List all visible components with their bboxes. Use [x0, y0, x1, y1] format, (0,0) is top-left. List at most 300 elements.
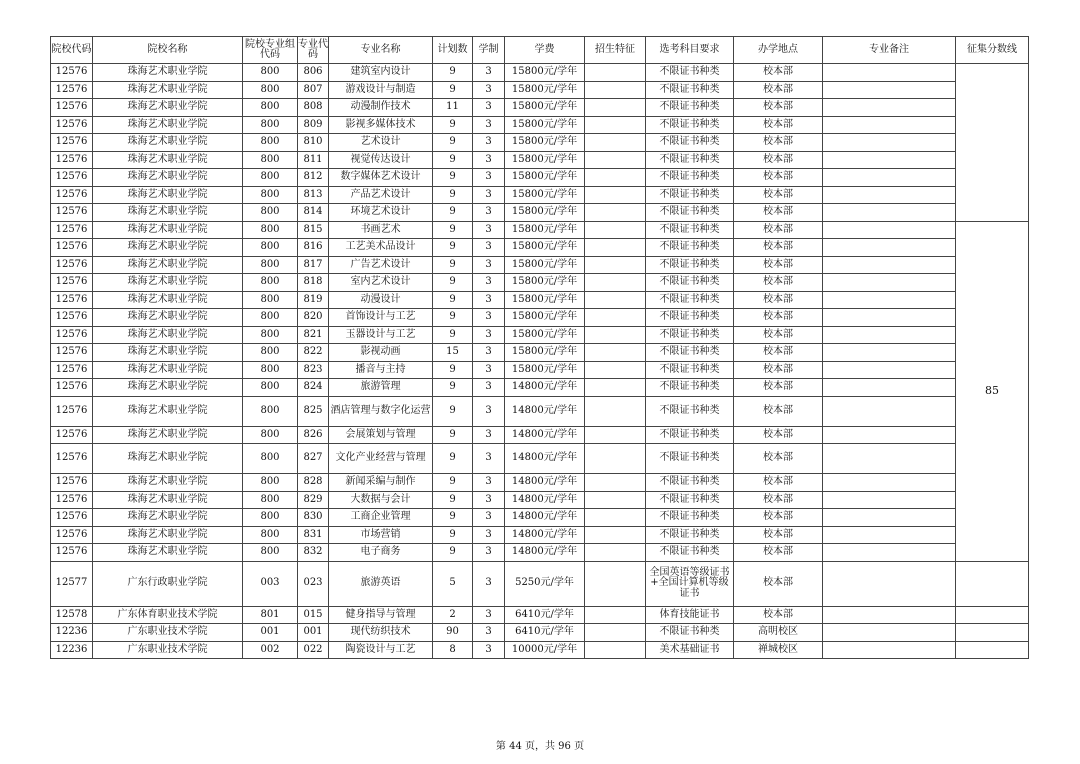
cell-note	[823, 344, 956, 362]
cell-fee: 15800元/学年	[505, 64, 585, 82]
cell-major-code: 827	[298, 444, 329, 474]
cell-plan: 9	[433, 151, 473, 169]
cell-years: 3	[473, 169, 505, 187]
cell-fee: 15800元/学年	[505, 116, 585, 134]
cell-note	[823, 274, 956, 292]
cell-school: 珠海艺术职业学院	[93, 239, 243, 257]
header-cell: 专业名称	[329, 37, 433, 64]
header-cell: 院校专业组代码	[243, 37, 298, 64]
cell-major-code: 825	[298, 396, 329, 426]
cell-group: 800	[243, 444, 298, 474]
cell-note	[823, 309, 956, 327]
cell-years: 3	[473, 641, 505, 659]
table-row	[51, 641, 1029, 659]
cell-loc: 校本部	[734, 606, 823, 624]
cell-code: 12576	[51, 99, 93, 117]
cell-feature	[585, 99, 646, 117]
cell-feature	[585, 291, 646, 309]
cell-req: 不限证书种类	[646, 291, 734, 309]
cell-loc: 校本部	[734, 134, 823, 152]
table-row	[51, 491, 1029, 509]
cell-loc: 校本部	[734, 474, 823, 492]
cell-code: 12576	[51, 491, 93, 509]
cell-years: 3	[473, 326, 505, 344]
cell-loc: 校本部	[734, 239, 823, 257]
cell-req: 不限证书种类	[646, 169, 734, 187]
cell-req: 不限证书种类	[646, 444, 734, 474]
cell-major: 视觉传达设计	[329, 151, 433, 169]
cell-feature	[585, 309, 646, 327]
cell-loc: 校本部	[734, 64, 823, 82]
cell-note	[823, 291, 956, 309]
cell-school: 珠海艺术职业学院	[93, 221, 243, 239]
cell-fee: 15800元/学年	[505, 274, 585, 292]
cell-plan: 9	[433, 544, 473, 562]
cell-group: 800	[243, 81, 298, 99]
cell-major: 艺术设计	[329, 134, 433, 152]
cell-code: 12576	[51, 444, 93, 474]
header-cell: 征集分数线	[956, 37, 1029, 64]
cell-major-code: 830	[298, 509, 329, 527]
cell-req: 不限证书种类	[646, 544, 734, 562]
table-row	[51, 151, 1029, 169]
cell-feature	[585, 326, 646, 344]
header-cell: 院校代码	[51, 37, 93, 64]
cell-code: 12236	[51, 641, 93, 659]
table-row	[51, 326, 1029, 344]
cell-school: 珠海艺术职业学院	[93, 204, 243, 222]
cell-fee: 15800元/学年	[505, 291, 585, 309]
cell-years: 3	[473, 99, 505, 117]
cell-years: 3	[473, 291, 505, 309]
cell-feature	[585, 491, 646, 509]
cell-school: 珠海艺术职业学院	[93, 361, 243, 379]
cell-major-code: 824	[298, 379, 329, 397]
cell-code: 12576	[51, 221, 93, 239]
cell-feature	[585, 151, 646, 169]
cell-group: 003	[243, 561, 298, 606]
cell-req: 不限证书种类	[646, 186, 734, 204]
cell-req: 不限证书种类	[646, 239, 734, 257]
score-cell: 85	[956, 221, 1029, 561]
cell-plan: 9	[433, 444, 473, 474]
cell-group: 800	[243, 274, 298, 292]
cell-major: 酒店管理与数字化运营	[329, 396, 433, 426]
cell-years: 3	[473, 116, 505, 134]
cell-major-code: 829	[298, 491, 329, 509]
score-cell-empty	[956, 606, 1029, 624]
cell-school: 珠海艺术职业学院	[93, 134, 243, 152]
cell-code: 12576	[51, 474, 93, 492]
cell-req: 不限证书种类	[646, 151, 734, 169]
cell-fee: 15800元/学年	[505, 239, 585, 257]
cell-school: 珠海艺术职业学院	[93, 81, 243, 99]
cell-years: 3	[473, 396, 505, 426]
cell-req: 不限证书种类	[646, 396, 734, 426]
cell-years: 3	[473, 379, 505, 397]
cell-major: 影视多媒体技术	[329, 116, 433, 134]
cell-major: 工商企业管理	[329, 509, 433, 527]
cell-group: 800	[243, 379, 298, 397]
cell-major: 影视动画	[329, 344, 433, 362]
cell-school: 广东职业技术学院	[93, 641, 243, 659]
cell-group: 800	[243, 256, 298, 274]
cell-note	[823, 491, 956, 509]
cell-loc: 校本部	[734, 151, 823, 169]
cell-fee: 10000元/学年	[505, 641, 585, 659]
cell-feature	[585, 361, 646, 379]
cell-fee: 15800元/学年	[505, 134, 585, 152]
header-cell: 学费	[505, 37, 585, 64]
cell-loc: 禅城校区	[734, 641, 823, 659]
cell-major-code: 817	[298, 256, 329, 274]
cell-feature	[585, 474, 646, 492]
score-cell-empty	[956, 641, 1029, 659]
cell-plan: 9	[433, 526, 473, 544]
cell-req: 不限证书种类	[646, 134, 734, 152]
cell-note	[823, 239, 956, 257]
cell-plan: 9	[433, 491, 473, 509]
cell-major-code: 807	[298, 81, 329, 99]
table-row	[51, 291, 1029, 309]
cell-req: 不限证书种类	[646, 326, 734, 344]
cell-major: 文化产业经营与管理	[329, 444, 433, 474]
cell-loc: 校本部	[734, 426, 823, 444]
cell-years: 3	[473, 474, 505, 492]
cell-code: 12576	[51, 291, 93, 309]
cell-fee: 15800元/学年	[505, 169, 585, 187]
cell-req: 美术基础证书	[646, 641, 734, 659]
cell-loc: 校本部	[734, 491, 823, 509]
cell-loc: 高明校区	[734, 624, 823, 642]
table-row	[51, 526, 1029, 544]
cell-years: 3	[473, 426, 505, 444]
cell-fee: 15800元/学年	[505, 326, 585, 344]
cell-group: 800	[243, 309, 298, 327]
cell-years: 3	[473, 309, 505, 327]
cell-group: 800	[243, 291, 298, 309]
cell-major: 播音与主持	[329, 361, 433, 379]
table-row	[51, 204, 1029, 222]
cell-group: 800	[243, 344, 298, 362]
cell-fee: 14800元/学年	[505, 491, 585, 509]
cell-req: 不限证书种类	[646, 256, 734, 274]
cell-group: 002	[243, 641, 298, 659]
cell-major-code: 022	[298, 641, 329, 659]
cell-code: 12576	[51, 134, 93, 152]
cell-code: 12576	[51, 116, 93, 134]
cell-major: 首饰设计与工艺	[329, 309, 433, 327]
cell-major: 动漫设计	[329, 291, 433, 309]
cell-major: 工艺美术品设计	[329, 239, 433, 257]
cell-code: 12576	[51, 526, 93, 544]
cell-req: 不限证书种类	[646, 221, 734, 239]
page-number: 第 44 页，共 96 页	[495, 741, 585, 752]
cell-note	[823, 64, 956, 82]
cell-years: 3	[473, 526, 505, 544]
cell-loc: 校本部	[734, 544, 823, 562]
cell-note	[823, 361, 956, 379]
cell-note	[823, 624, 956, 642]
cell-note	[823, 444, 956, 474]
cell-note	[823, 99, 956, 117]
cell-plan: 9	[433, 509, 473, 527]
table-row	[51, 309, 1029, 327]
cell-req: 不限证书种类	[646, 426, 734, 444]
table-row	[51, 509, 1029, 527]
table-row	[51, 99, 1029, 117]
cell-plan: 90	[433, 624, 473, 642]
table-row	[51, 274, 1029, 292]
cell-loc: 校本部	[734, 81, 823, 99]
table-row	[51, 81, 1029, 99]
cell-plan: 9	[433, 274, 473, 292]
header-cell: 招生特征	[585, 37, 646, 64]
cell-note	[823, 606, 956, 624]
cell-feature	[585, 134, 646, 152]
cell-loc: 校本部	[734, 444, 823, 474]
cell-school: 珠海艺术职业学院	[93, 64, 243, 82]
cell-group: 800	[243, 544, 298, 562]
cell-school: 珠海艺术职业学院	[93, 291, 243, 309]
cell-feature	[585, 344, 646, 362]
cell-code: 12576	[51, 509, 93, 527]
cell-major: 游戏设计与制造	[329, 81, 433, 99]
cell-plan: 9	[433, 361, 473, 379]
cell-fee: 6410元/学年	[505, 624, 585, 642]
cell-note	[823, 151, 956, 169]
cell-plan: 5	[433, 561, 473, 606]
cell-code: 12576	[51, 544, 93, 562]
table-row	[51, 444, 1029, 474]
cell-school: 珠海艺术职业学院	[93, 326, 243, 344]
cell-school: 珠海艺术职业学院	[93, 526, 243, 544]
cell-req: 不限证书种类	[646, 204, 734, 222]
cell-code: 12576	[51, 186, 93, 204]
cell-plan: 9	[433, 134, 473, 152]
cell-years: 3	[473, 256, 505, 274]
cell-major-code: 822	[298, 344, 329, 362]
cell-code: 12576	[51, 169, 93, 187]
cell-note	[823, 186, 956, 204]
cell-years: 3	[473, 64, 505, 82]
cell-loc: 校本部	[734, 526, 823, 544]
cell-code: 12576	[51, 204, 93, 222]
cell-req: 不限证书种类	[646, 379, 734, 397]
cell-plan: 2	[433, 606, 473, 624]
cell-note	[823, 134, 956, 152]
cell-major-code: 811	[298, 151, 329, 169]
cell-note	[823, 561, 956, 606]
cell-major-code: 015	[298, 606, 329, 624]
cell-group: 800	[243, 326, 298, 344]
cell-fee: 14800元/学年	[505, 444, 585, 474]
cell-feature	[585, 606, 646, 624]
cell-plan: 9	[433, 309, 473, 327]
cell-code: 12576	[51, 64, 93, 82]
cell-group: 800	[243, 186, 298, 204]
cell-major-code: 831	[298, 526, 329, 544]
cell-major: 数字媒体艺术设计	[329, 169, 433, 187]
cell-plan: 9	[433, 64, 473, 82]
cell-major-code: 815	[298, 221, 329, 239]
cell-years: 3	[473, 606, 505, 624]
cell-plan: 9	[433, 81, 473, 99]
cell-fee: 14800元/学年	[505, 544, 585, 562]
cell-major-code: 814	[298, 204, 329, 222]
cell-group: 800	[243, 134, 298, 152]
cell-school: 珠海艺术职业学院	[93, 491, 243, 509]
header-cell: 专业备注	[823, 37, 956, 64]
cell-req: 不限证书种类	[646, 64, 734, 82]
cell-major: 电子商务	[329, 544, 433, 562]
table-row	[51, 426, 1029, 444]
cell-school: 广东职业技术学院	[93, 624, 243, 642]
cell-feature	[585, 561, 646, 606]
cell-major: 健身指导与管理	[329, 606, 433, 624]
score-cell-empty	[956, 64, 1029, 222]
cell-loc: 校本部	[734, 561, 823, 606]
cell-note	[823, 221, 956, 239]
score-cell-empty	[956, 624, 1029, 642]
cell-loc: 校本部	[734, 361, 823, 379]
cell-feature	[585, 426, 646, 444]
cell-years: 3	[473, 151, 505, 169]
cell-code: 12576	[51, 326, 93, 344]
table-row	[51, 64, 1029, 82]
cell-note	[823, 474, 956, 492]
cell-school: 珠海艺术职业学院	[93, 309, 243, 327]
cell-feature	[585, 81, 646, 99]
cell-fee: 14800元/学年	[505, 526, 585, 544]
header-cell: 办学地点	[734, 37, 823, 64]
cell-major-code: 001	[298, 624, 329, 642]
cell-req: 体育技能证书	[646, 606, 734, 624]
cell-note	[823, 169, 956, 187]
cell-fee: 15800元/学年	[505, 309, 585, 327]
cell-plan: 9	[433, 204, 473, 222]
cell-major-code: 818	[298, 274, 329, 292]
cell-school: 珠海艺术职业学院	[93, 116, 243, 134]
cell-loc: 校本部	[734, 396, 823, 426]
cell-req: 不限证书种类	[646, 81, 734, 99]
cell-group: 800	[243, 474, 298, 492]
cell-group: 001	[243, 624, 298, 642]
cell-code: 12577	[51, 561, 93, 606]
cell-feature	[585, 544, 646, 562]
table-row	[51, 396, 1029, 426]
cell-school: 珠海艺术职业学院	[93, 509, 243, 527]
cell-loc: 校本部	[734, 509, 823, 527]
cell-major-code: 823	[298, 361, 329, 379]
cell-major-code: 820	[298, 309, 329, 327]
cell-school: 广东行政职业学院	[93, 561, 243, 606]
cell-note	[823, 326, 956, 344]
cell-fee: 15800元/学年	[505, 186, 585, 204]
cell-major: 陶瓷设计与工艺	[329, 641, 433, 659]
cell-major: 书画艺术	[329, 221, 433, 239]
cell-years: 3	[473, 81, 505, 99]
cell-req: 不限证书种类	[646, 509, 734, 527]
cell-loc: 校本部	[734, 274, 823, 292]
score-cell-empty	[956, 561, 1029, 606]
cell-major: 市场营销	[329, 526, 433, 544]
cell-req: 不限证书种类	[646, 274, 734, 292]
header-cell: 院校名称	[93, 37, 243, 64]
cell-group: 800	[243, 526, 298, 544]
cell-major-code: 023	[298, 561, 329, 606]
cell-group: 800	[243, 361, 298, 379]
cell-school: 珠海艺术职业学院	[93, 444, 243, 474]
cell-major: 广告艺术设计	[329, 256, 433, 274]
cell-years: 3	[473, 361, 505, 379]
table-row	[51, 116, 1029, 134]
table-row	[51, 186, 1029, 204]
table-body	[51, 64, 1029, 659]
cell-major-code: 816	[298, 239, 329, 257]
cell-school: 珠海艺术职业学院	[93, 474, 243, 492]
cell-feature	[585, 186, 646, 204]
cell-feature	[585, 204, 646, 222]
cell-school: 珠海艺术职业学院	[93, 151, 243, 169]
cell-plan: 9	[433, 426, 473, 444]
cell-plan: 9	[433, 291, 473, 309]
cell-group: 800	[243, 426, 298, 444]
cell-years: 3	[473, 274, 505, 292]
cell-feature	[585, 116, 646, 134]
cell-school: 珠海艺术职业学院	[93, 274, 243, 292]
cell-years: 3	[473, 221, 505, 239]
cell-school: 广东体育职业技术学院	[93, 606, 243, 624]
cell-major-code: 828	[298, 474, 329, 492]
cell-years: 3	[473, 544, 505, 562]
cell-loc: 校本部	[734, 291, 823, 309]
cell-code: 12576	[51, 426, 93, 444]
cell-note	[823, 81, 956, 99]
cell-code: 12576	[51, 81, 93, 99]
cell-fee: 14800元/学年	[505, 379, 585, 397]
cell-loc: 校本部	[734, 326, 823, 344]
cell-major: 产品艺术设计	[329, 186, 433, 204]
cell-feature	[585, 624, 646, 642]
cell-major-code: 821	[298, 326, 329, 344]
table-row	[51, 474, 1029, 492]
cell-loc: 校本部	[734, 379, 823, 397]
header-cell: 选考科目要求	[646, 37, 734, 64]
cell-req: 不限证书种类	[646, 526, 734, 544]
table-row	[51, 221, 1029, 239]
cell-major-code: 826	[298, 426, 329, 444]
cell-major: 大数据与会计	[329, 491, 433, 509]
cell-school: 珠海艺术职业学院	[93, 379, 243, 397]
cell-loc: 校本部	[734, 186, 823, 204]
cell-major-code: 832	[298, 544, 329, 562]
cell-major-code: 806	[298, 64, 329, 82]
cell-feature	[585, 641, 646, 659]
header-cell: 专业代码	[298, 37, 329, 64]
cell-fee: 14800元/学年	[505, 509, 585, 527]
cell-plan: 9	[433, 256, 473, 274]
cell-years: 3	[473, 344, 505, 362]
cell-fee: 15800元/学年	[505, 361, 585, 379]
cell-major: 会展策划与管理	[329, 426, 433, 444]
cell-major: 现代纺织技术	[329, 624, 433, 642]
cell-major: 建筑室内设计	[329, 64, 433, 82]
table-row	[51, 544, 1029, 562]
cell-group: 800	[243, 151, 298, 169]
cell-plan: 9	[433, 239, 473, 257]
cell-major-code: 810	[298, 134, 329, 152]
